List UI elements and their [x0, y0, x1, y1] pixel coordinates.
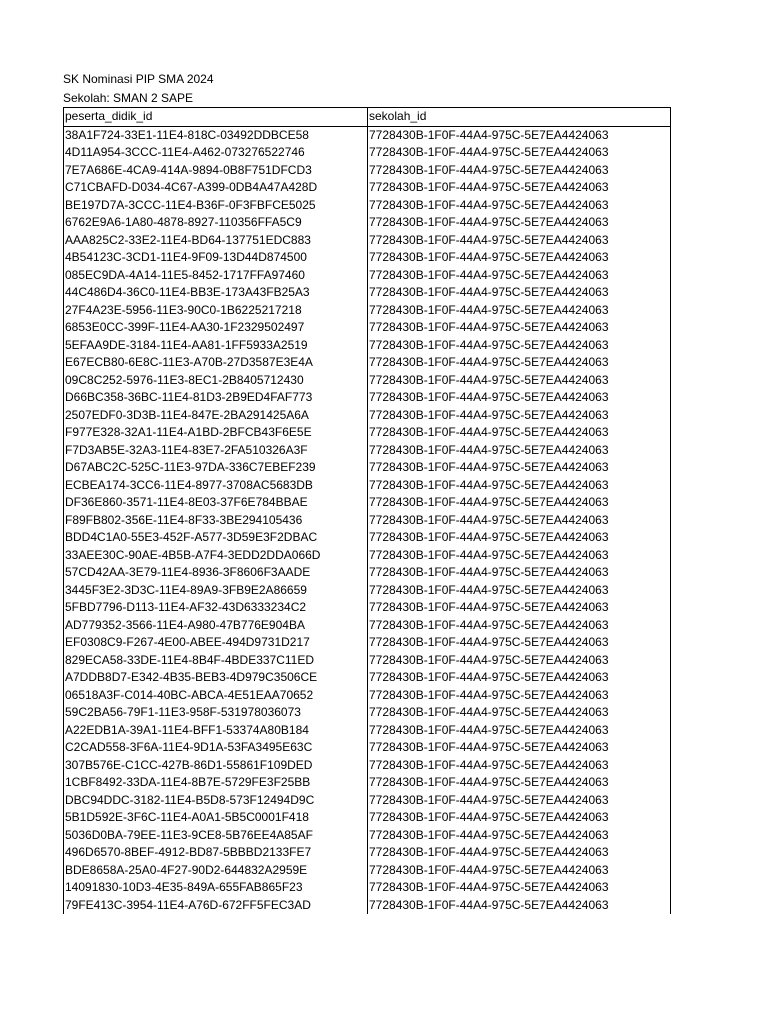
- cell-sekolah-id: 7728430B-1F0F-44A4-975C-5E7EA4424063: [368, 267, 671, 285]
- cell-peserta-didik-id: 27F4A23E-5956-11E3-90C0-1B6225217218: [64, 302, 368, 320]
- cell-peserta-didik-id: A7DDB8D7-E342-4B35-BEB3-4D979C3506CE: [64, 669, 368, 687]
- cell-peserta-didik-id: 4D11A954-3CCC-11E4-A462-073276522746: [64, 144, 368, 162]
- cell-peserta-didik-id: 2507EDF0-3D3B-11E4-847E-2BA291425A6A: [64, 407, 368, 425]
- table-row: [64, 424, 671, 442]
- table-row: [64, 739, 671, 757]
- cell-sekolah-id: 7728430B-1F0F-44A4-975C-5E7EA4424063: [368, 722, 671, 740]
- cell-peserta-didik-id: BDE8658A-25A0-4F27-90D2-644832A2959E: [64, 862, 368, 880]
- cell-sekolah-id: 7728430B-1F0F-44A4-975C-5E7EA4424063: [368, 179, 671, 197]
- cell-peserta-didik-id: 38A1F724-33E1-11E4-818C-03492DDBCE58: [64, 126, 368, 144]
- table-row: [64, 232, 671, 250]
- cell-sekolah-id: 7728430B-1F0F-44A4-975C-5E7EA4424063: [368, 407, 671, 425]
- cell-sekolah-id: 7728430B-1F0F-44A4-975C-5E7EA4424063: [368, 389, 671, 407]
- cell-sekolah-id: 7728430B-1F0F-44A4-975C-5E7EA4424063: [368, 424, 671, 442]
- cell-peserta-didik-id: 14091830-10D3-4E35-849A-655FAB865F23: [64, 879, 368, 897]
- table-row: [64, 547, 671, 565]
- cell-peserta-didik-id: 1CBF8492-33DA-11E4-8B7E-5729FE3F25BB: [64, 774, 368, 792]
- table-row: [64, 407, 671, 425]
- table-row: [64, 267, 671, 285]
- cell-sekolah-id: 7728430B-1F0F-44A4-975C-5E7EA4424063: [368, 302, 671, 320]
- cell-sekolah-id: 7728430B-1F0F-44A4-975C-5E7EA4424063: [368, 652, 671, 670]
- cell-peserta-didik-id: 59C2BA56-79F1-11E3-958F-531978036073: [64, 704, 368, 722]
- cell-sekolah-id: 7728430B-1F0F-44A4-975C-5E7EA4424063: [368, 599, 671, 617]
- cell-sekolah-id: 7728430B-1F0F-44A4-975C-5E7EA4424063: [368, 249, 671, 267]
- cell-peserta-didik-id: BDD4C1A0-55E3-452F-A577-3D59E3F2DBAC: [64, 529, 368, 547]
- cell-sekolah-id: 7728430B-1F0F-44A4-975C-5E7EA4424063: [368, 669, 671, 687]
- table-row: [64, 827, 671, 845]
- cell-peserta-didik-id: 5036D0BA-79EE-11E3-9CE8-5B76EE4A85AF: [64, 827, 368, 845]
- table-row: [64, 809, 671, 827]
- cell-sekolah-id: 7728430B-1F0F-44A4-975C-5E7EA4424063: [368, 459, 671, 477]
- table-row: [64, 459, 671, 477]
- cell-peserta-didik-id: 4B54123C-3CD1-11E4-9F09-13D44D874500: [64, 249, 368, 267]
- cell-peserta-didik-id: DF36E860-3571-11E4-8E03-37F6E784BBAE: [64, 494, 368, 512]
- cell-peserta-didik-id: 3445F3E2-3D3C-11E4-89A9-3FB9E2A86659: [64, 582, 368, 600]
- cell-peserta-didik-id: A22EDB1A-39A1-11E4-BFF1-53374A80B184: [64, 722, 368, 740]
- cell-sekolah-id: 7728430B-1F0F-44A4-975C-5E7EA4424063: [368, 512, 671, 530]
- table-row: [64, 897, 671, 915]
- cell-peserta-didik-id: D66BC358-36BC-11E4-81D3-2B9ED4FAF773: [64, 389, 368, 407]
- table-row: [64, 162, 671, 180]
- cell-sekolah-id: 7728430B-1F0F-44A4-975C-5E7EA4424063: [368, 757, 671, 775]
- school-line: Sekolah: SMAN 2 SAPE: [63, 90, 194, 105]
- cell-sekolah-id: 7728430B-1F0F-44A4-975C-5E7EA4424063: [368, 214, 671, 232]
- table-row: [64, 126, 671, 144]
- table-row: [64, 284, 671, 302]
- cell-peserta-didik-id: 5EFAA9DE-3184-11E4-AA81-1FF5933A2519: [64, 337, 368, 355]
- cell-peserta-didik-id: E67ECB80-6E8C-11E3-A70B-27D3587E3E4A: [64, 354, 368, 372]
- cell-sekolah-id: 7728430B-1F0F-44A4-975C-5E7EA4424063: [368, 477, 671, 495]
- cell-sekolah-id: 7728430B-1F0F-44A4-975C-5E7EA4424063: [368, 494, 671, 512]
- table-row: [64, 372, 671, 390]
- cell-sekolah-id: 7728430B-1F0F-44A4-975C-5E7EA4424063: [368, 739, 671, 757]
- cell-sekolah-id: 7728430B-1F0F-44A4-975C-5E7EA4424063: [368, 792, 671, 810]
- header-sekolah-id: sekolah_id: [368, 108, 671, 127]
- cell-peserta-didik-id: AAA825C2-33E2-11E4-BD64-137751EDC883: [64, 232, 368, 250]
- cell-sekolah-id: 7728430B-1F0F-44A4-975C-5E7EA4424063: [368, 197, 671, 215]
- cell-sekolah-id: 7728430B-1F0F-44A4-975C-5E7EA4424063: [368, 582, 671, 600]
- table-row: [64, 599, 671, 617]
- table-row: [64, 389, 671, 407]
- cell-sekolah-id: 7728430B-1F0F-44A4-975C-5E7EA4424063: [368, 809, 671, 827]
- table-row: [64, 617, 671, 635]
- table-row: [64, 634, 671, 652]
- table-row: [64, 862, 671, 880]
- table-row: [64, 774, 671, 792]
- cell-sekolah-id: 7728430B-1F0F-44A4-975C-5E7EA4424063: [368, 687, 671, 705]
- cell-sekolah-id: 7728430B-1F0F-44A4-975C-5E7EA4424063: [368, 547, 671, 565]
- cell-peserta-didik-id: 09C8C252-5976-11E3-8EC1-2B8405712430: [64, 372, 368, 390]
- cell-peserta-didik-id: ECBEA174-3CC6-11E4-8977-3708AC5683DB: [64, 477, 368, 495]
- cell-sekolah-id: 7728430B-1F0F-44A4-975C-5E7EA4424063: [368, 844, 671, 862]
- table-row: [64, 319, 671, 337]
- table-row: [64, 669, 671, 687]
- cell-sekolah-id: 7728430B-1F0F-44A4-975C-5E7EA4424063: [368, 827, 671, 845]
- table-row: [64, 879, 671, 897]
- table-row: [64, 564, 671, 582]
- table-row: [64, 844, 671, 862]
- table-row: [64, 179, 671, 197]
- cell-sekolah-id: 7728430B-1F0F-44A4-975C-5E7EA4424063: [368, 144, 671, 162]
- cell-peserta-didik-id: D67ABC2C-525C-11E3-97DA-336C7EBEF239: [64, 459, 368, 477]
- table-row: [64, 704, 671, 722]
- cell-peserta-didik-id: 307B576E-C1CC-427B-86D1-55861F109DED: [64, 757, 368, 775]
- cell-sekolah-id: 7728430B-1F0F-44A4-975C-5E7EA4424063: [368, 617, 671, 635]
- cell-peserta-didik-id: 06518A3F-C014-40BC-ABCA-4E51EAA70652: [64, 687, 368, 705]
- student-table: [63, 107, 671, 914]
- cell-peserta-didik-id: 33AEE30C-90AE-4B5B-A7F4-3EDD2DDA066D: [64, 547, 368, 565]
- table-row: [64, 249, 671, 267]
- table-row: [64, 687, 671, 705]
- cell-peserta-didik-id: AD779352-3566-11E4-A980-47B776E904BA: [64, 617, 368, 635]
- table-row: [64, 214, 671, 232]
- cell-peserta-didik-id: F7D3AB5E-32A3-11E4-83E7-2FA510326A3F: [64, 442, 368, 460]
- cell-peserta-didik-id: 79FE413C-3954-11E4-A76D-672FF5FEC3AD: [64, 897, 368, 915]
- cell-sekolah-id: 7728430B-1F0F-44A4-975C-5E7EA4424063: [368, 704, 671, 722]
- table-row: [64, 442, 671, 460]
- cell-peserta-didik-id: C71CBAFD-D034-4C67-A399-0DB4A47A428D: [64, 179, 368, 197]
- table-row: [64, 529, 671, 547]
- cell-sekolah-id: 7728430B-1F0F-44A4-975C-5E7EA4424063: [368, 529, 671, 547]
- cell-peserta-didik-id: 5FBD7796-D113-11E4-AF32-43D6333234C2: [64, 599, 368, 617]
- cell-peserta-didik-id: 5B1D592E-3F6C-11E4-A0A1-5B5C0001F418: [64, 809, 368, 827]
- table-row: [64, 512, 671, 530]
- cell-sekolah-id: 7728430B-1F0F-44A4-975C-5E7EA4424063: [368, 634, 671, 652]
- table-row: [64, 337, 671, 355]
- table-header-row: [64, 108, 671, 127]
- table-row: [64, 722, 671, 740]
- header-peserta-didik-id: peserta_didik_id: [64, 108, 368, 127]
- cell-peserta-didik-id: DBC94DDC-3182-11E4-B5D8-573F12494D9C: [64, 792, 368, 810]
- cell-sekolah-id: 7728430B-1F0F-44A4-975C-5E7EA4424063: [368, 162, 671, 180]
- cell-peserta-didik-id: C2CAD558-3F6A-11E4-9D1A-53FA3495E63C: [64, 739, 368, 757]
- cell-peserta-didik-id: 829ECA58-33DE-11E4-8B4F-4BDE337C11ED: [64, 652, 368, 670]
- cell-sekolah-id: 7728430B-1F0F-44A4-975C-5E7EA4424063: [368, 319, 671, 337]
- table-row: [64, 582, 671, 600]
- cell-sekolah-id: 7728430B-1F0F-44A4-975C-5E7EA4424063: [368, 879, 671, 897]
- cell-sekolah-id: 7728430B-1F0F-44A4-975C-5E7EA4424063: [368, 862, 671, 880]
- table-row: [64, 354, 671, 372]
- cell-sekolah-id: 7728430B-1F0F-44A4-975C-5E7EA4424063: [368, 126, 671, 144]
- cell-peserta-didik-id: F89FB802-356E-11E4-8F33-3BE294105436: [64, 512, 368, 530]
- cell-sekolah-id: 7728430B-1F0F-44A4-975C-5E7EA4424063: [368, 564, 671, 582]
- cell-sekolah-id: 7728430B-1F0F-44A4-975C-5E7EA4424063: [368, 897, 671, 915]
- table-row: [64, 757, 671, 775]
- cell-sekolah-id: 7728430B-1F0F-44A4-975C-5E7EA4424063: [368, 337, 671, 355]
- table-row: [64, 792, 671, 810]
- document-page: [63, 70, 671, 914]
- table-row: [64, 197, 671, 215]
- cell-peserta-didik-id: 57CD42AA-3E79-11E4-8936-3F8606F3AADE: [64, 564, 368, 582]
- cell-sekolah-id: 7728430B-1F0F-44A4-975C-5E7EA4424063: [368, 372, 671, 390]
- cell-peserta-didik-id: 6853E0CC-399F-11E4-AA30-1F2329502497: [64, 319, 368, 337]
- cell-peserta-didik-id: 496D6570-8BEF-4912-BD87-5BBBD2133FE7: [64, 844, 368, 862]
- cell-sekolah-id: 7728430B-1F0F-44A4-975C-5E7EA4424063: [368, 774, 671, 792]
- table-row: [64, 477, 671, 495]
- table-row: [64, 302, 671, 320]
- cell-peserta-didik-id: 085EC9DA-4A14-11E5-8452-1717FFA97460: [64, 267, 368, 285]
- cell-peserta-didik-id: 6762E9A6-1A80-4878-8927-110356FFA5C9: [64, 214, 368, 232]
- cell-sekolah-id: 7728430B-1F0F-44A4-975C-5E7EA4424063: [368, 354, 671, 372]
- cell-peserta-didik-id: EF0308C9-F267-4E00-ABEE-494D9731D217: [64, 634, 368, 652]
- cell-sekolah-id: 7728430B-1F0F-44A4-975C-5E7EA4424063: [368, 284, 671, 302]
- cell-peserta-didik-id: 7E7A686E-4CA9-414A-9894-0B8F751DFCD3: [64, 162, 368, 180]
- document-title: SK Nominasi PIP SMA 2024: [63, 72, 214, 86]
- cell-peserta-didik-id: F977E328-32A1-11E4-A1BD-2BFCB43F6E5E: [64, 424, 368, 442]
- cell-sekolah-id: 7728430B-1F0F-44A4-975C-5E7EA4424063: [368, 442, 671, 460]
- table-row: [64, 144, 671, 162]
- table-body: [64, 126, 671, 914]
- table-row: [64, 494, 671, 512]
- cell-sekolah-id: 7728430B-1F0F-44A4-975C-5E7EA4424063: [368, 232, 671, 250]
- cell-peserta-didik-id: BE197D7A-3CCC-11E4-B36F-0F3FBFCE5025: [64, 197, 368, 215]
- table-row: [64, 652, 671, 670]
- cell-peserta-didik-id: 44C486D4-36C0-11E4-BB3E-173A43FB25A3: [64, 284, 368, 302]
